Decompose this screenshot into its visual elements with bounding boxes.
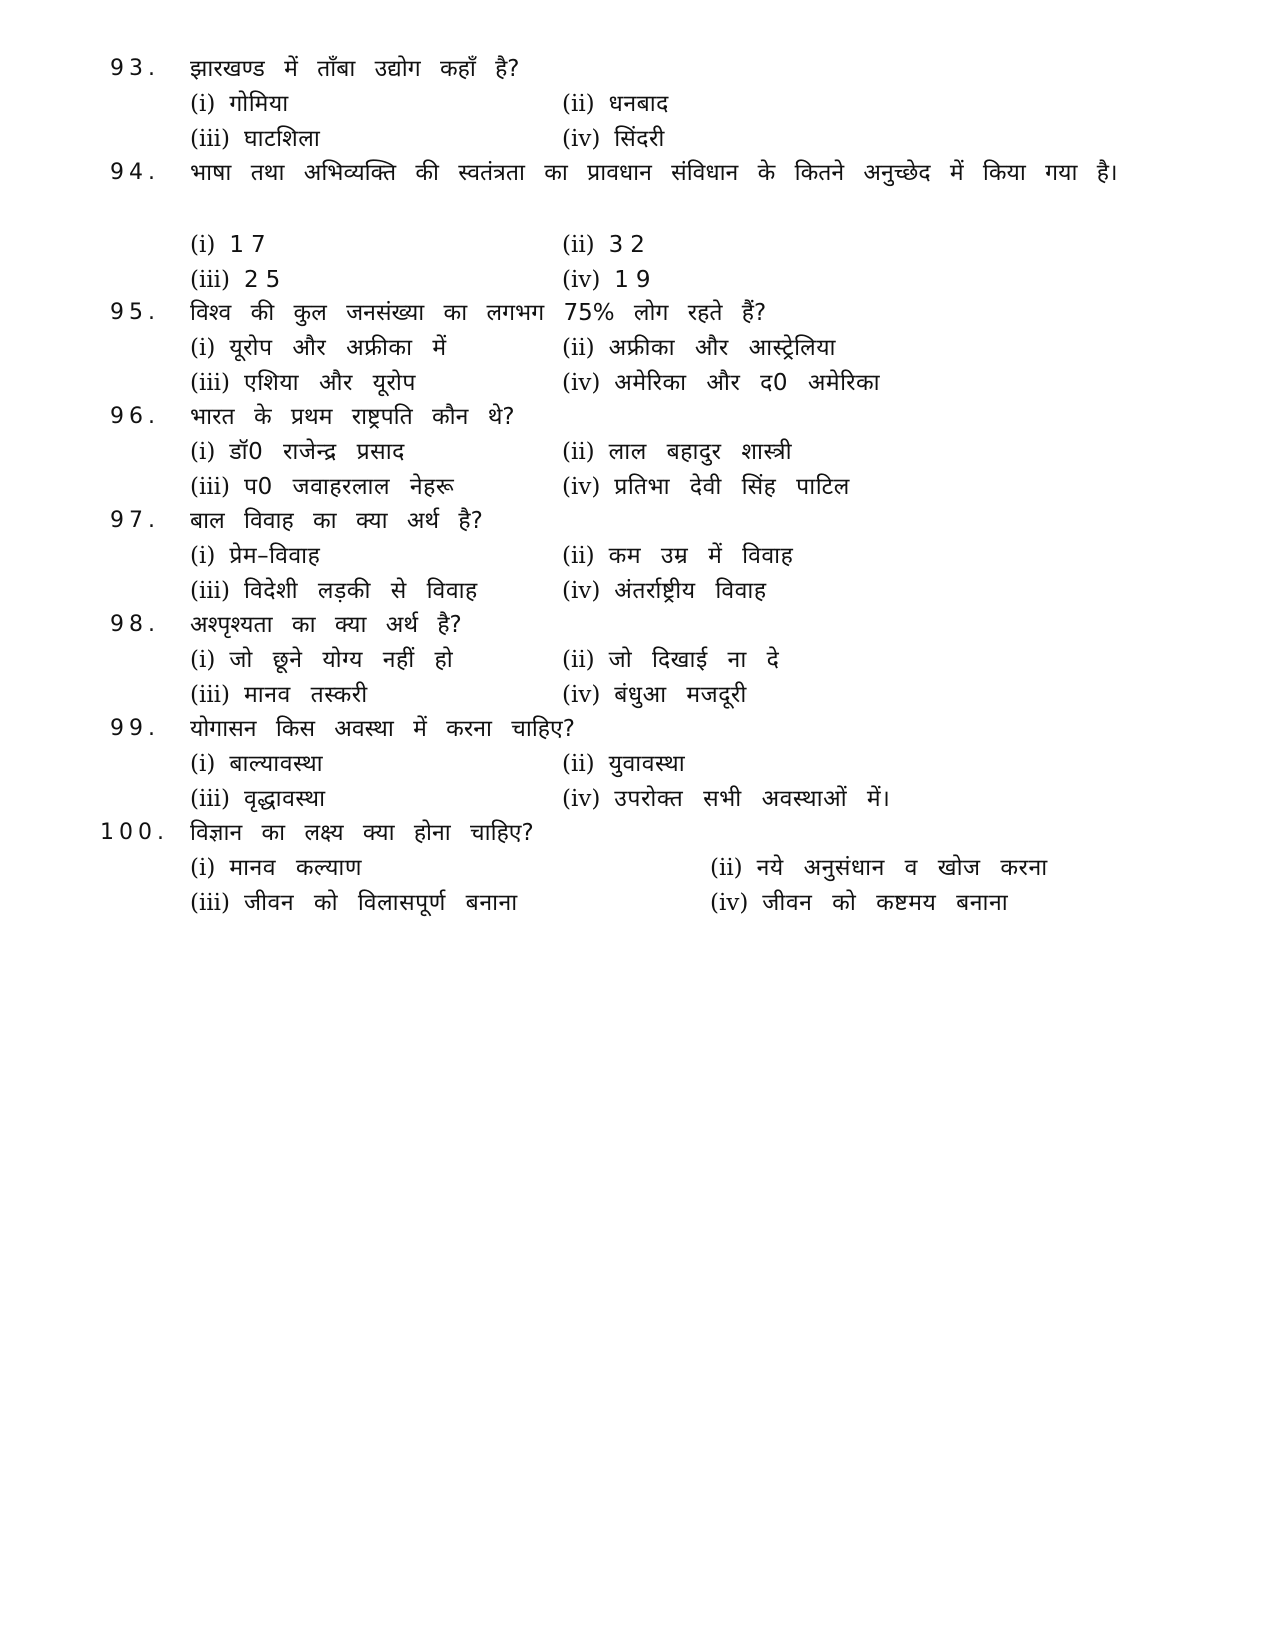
option-text: यूरोप और अफ्रीका में	[229, 335, 447, 361]
option-ii[interactable]	[562, 228, 652, 262]
option-label: (i)	[190, 335, 216, 361]
option-label: (iv)	[562, 682, 601, 708]
option-iv[interactable]	[562, 782, 890, 816]
option-i[interactable]	[190, 228, 273, 262]
option-ii[interactable]	[562, 643, 779, 677]
option-text: युवावस्था	[608, 751, 686, 777]
option-text: मानव कल्याण	[229, 855, 362, 881]
option-text: विदेशी लड़की से विवाह	[244, 578, 478, 604]
option-label: (ii)	[562, 751, 595, 777]
option-text: जीवन को कष्टमय बनाना	[762, 890, 1009, 916]
option-iv[interactable]	[562, 263, 658, 297]
option-text: घाटशिला	[244, 126, 321, 152]
option-label: (iv)	[562, 370, 601, 396]
option-label: (i)	[190, 751, 216, 777]
option-label: (iv)	[562, 786, 601, 812]
question-text: झारखण्ड में ताँबा उद्योग कहाँ है?	[190, 56, 520, 82]
option-label: (iii)	[190, 578, 231, 604]
question-number: 94.	[110, 160, 160, 185]
option-text: लाल बहादुर शास्त्री	[608, 439, 793, 465]
question-text: योगासन किस अवस्था में करना चाहिए?	[190, 716, 575, 742]
option-iii[interactable]	[190, 886, 518, 920]
option-iii[interactable]	[190, 263, 287, 297]
option-label: (i)	[190, 543, 216, 569]
option-label: (i)	[190, 439, 216, 465]
option-label: (ii)	[562, 91, 595, 117]
option-text: 32	[608, 232, 652, 258]
question-number: 97.	[110, 508, 160, 533]
option-label: (iv)	[562, 126, 601, 152]
question-text: विश्व की कुल जनसंख्या का लगभग 75% लोग रहते हैं?	[190, 300, 767, 326]
option-ii[interactable]	[562, 87, 669, 121]
option-text: प्रेम–विवाह	[229, 543, 321, 569]
question-text: भारत के प्रथम राष्ट्रपति कौन थे?	[190, 404, 515, 430]
option-iv[interactable]	[562, 470, 850, 504]
option-text: सिंदरी	[614, 126, 665, 152]
option-text: नये अनुसंधान व खोज करना	[756, 855, 1048, 881]
option-iv[interactable]	[562, 122, 665, 156]
option-ii[interactable]	[710, 851, 1048, 885]
option-text: डॉ0 राजेन्द्र प्रसाद	[229, 439, 405, 465]
option-label: (ii)	[562, 439, 595, 465]
option-i[interactable]	[190, 331, 447, 365]
question-number: 95.	[110, 300, 160, 325]
option-label: (iii)	[190, 474, 231, 500]
option-label: (i)	[190, 647, 216, 673]
option-i[interactable]	[190, 643, 453, 677]
option-iv[interactable]	[562, 366, 880, 400]
option-label: (iv)	[710, 890, 749, 916]
option-label: (i)	[190, 232, 216, 258]
option-text: 17	[229, 232, 273, 258]
option-text: धनबाद	[608, 91, 669, 117]
option-text: प0 जवाहरलाल नेहरू	[244, 474, 455, 500]
option-label: (iv)	[562, 267, 601, 293]
option-label: (ii)	[562, 647, 595, 673]
option-ii[interactable]	[562, 331, 836, 365]
option-label: (iii)	[190, 786, 231, 812]
option-iv[interactable]	[562, 574, 767, 608]
option-text: मानव तस्करी	[244, 682, 368, 708]
option-text: एशिया और यूरोप	[244, 370, 416, 396]
option-text: 25	[244, 267, 288, 293]
question-text: विज्ञान का लक्ष्य क्या होना चाहिए?	[190, 820, 534, 846]
option-label: (iii)	[190, 370, 231, 396]
option-text: अफ्रीका और आस्ट्रेलिया	[608, 335, 837, 361]
option-text: जो दिखाई ना दे	[608, 647, 780, 673]
option-label: (ii)	[562, 543, 595, 569]
option-label: (iii)	[190, 267, 231, 293]
option-text: 19	[614, 267, 658, 293]
option-text: कम उम्र में विवाह	[608, 543, 794, 569]
option-text: प्रतिभा देवी सिंह पाटिल	[614, 474, 850, 500]
option-i[interactable]	[190, 87, 289, 121]
option-text: अमेरिका और द0 अमेरिका	[614, 370, 881, 396]
option-label: (i)	[190, 855, 216, 881]
option-text: वृद्धावस्था	[244, 786, 326, 812]
question-number: 96.	[110, 404, 160, 429]
option-ii[interactable]	[562, 435, 792, 469]
question-text: बाल विवाह का क्या अर्थ है?	[190, 508, 483, 534]
option-iv[interactable]	[562, 678, 747, 712]
option-text: जो छूने योग्य नहीं हो	[229, 647, 454, 673]
question-text: अश्पृश्यता का क्या अर्थ है?	[190, 612, 462, 638]
option-label: (ii)	[562, 335, 595, 361]
option-iii[interactable]	[190, 470, 454, 504]
option-iii[interactable]	[190, 678, 368, 712]
option-i[interactable]	[190, 435, 405, 469]
question-number: 98.	[110, 612, 160, 637]
option-text: जीवन को विलासपूर्ण बनाना	[244, 890, 518, 916]
option-label: (i)	[190, 91, 216, 117]
option-text: अंतर्राष्ट्रीय विवाह	[614, 578, 767, 604]
option-i[interactable]	[190, 851, 362, 885]
option-label: (iii)	[190, 890, 231, 916]
option-text: उपरोक्त सभी अवस्थाओं में।	[614, 786, 891, 812]
option-iii[interactable]	[190, 366, 416, 400]
option-label: (iv)	[562, 474, 601, 500]
option-text: गोमिया	[229, 91, 289, 117]
question-number: 93.	[110, 56, 160, 81]
option-iii[interactable]	[190, 574, 478, 608]
option-label: (ii)	[562, 232, 595, 258]
option-iii[interactable]	[190, 122, 320, 156]
option-text: बंधुआ मजदूरी	[614, 682, 747, 708]
option-label: (iv)	[562, 578, 601, 604]
option-label: (ii)	[710, 855, 743, 881]
option-text: बाल्यावस्था	[229, 751, 324, 777]
option-label: (iii)	[190, 682, 231, 708]
option-iii[interactable]	[190, 782, 326, 816]
question-text: भाषा तथा अभिव्यक्ति की स्वतंत्रता का प्रावधान संविधान के कितने अनुच्छेद में किया गया है।	[190, 160, 1118, 186]
option-i[interactable]	[190, 747, 323, 781]
question-number: 99.	[110, 716, 160, 741]
option-ii[interactable]	[562, 747, 685, 781]
option-i[interactable]	[190, 539, 320, 573]
option-ii[interactable]	[562, 539, 793, 573]
option-iv[interactable]	[710, 886, 1008, 920]
question-number: 100.	[100, 820, 169, 845]
option-label: (iii)	[190, 126, 231, 152]
